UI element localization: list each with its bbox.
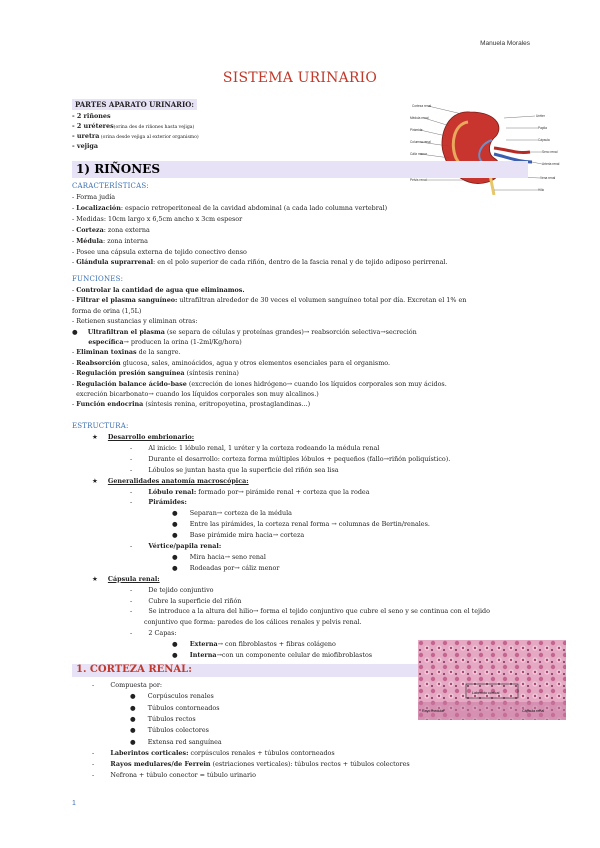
- line-text: (orina des de riñones hasta vejiga): [113, 125, 195, 130]
- line-bold: Desarrollo embrionario:: [107, 433, 195, 441]
- estructura-item: [172, 520, 430, 528]
- histology-label: Cápsula renal: [522, 709, 545, 713]
- line-prefix: excreción bicarbonato→ cuando los líquidos corporales son muy alcalinos.): [72, 390, 319, 398]
- line-text: Cubre la superficie del riñón: [148, 596, 242, 605]
- line-prefix: - Forma judía: [72, 193, 116, 201]
- estructura-item: [92, 433, 194, 441]
- section1-heading: 1) RIÑONES: [76, 162, 160, 176]
- line-text: Corpúsculos renales: [147, 692, 214, 701]
- line-text: formado por→ pirámide renal + corteza que la rodea: [196, 487, 370, 496]
- partes-heading: PARTES APARATO URINARIO:: [72, 99, 197, 110]
- line-text: (síntesis renina, eritropoyetina, prostaglandinas...): [143, 400, 311, 409]
- line-prefix: -: [130, 585, 149, 594]
- line-text: (excreción de iones hidrógeno→ cuando los líquidos corporales son muy ácidos.: [186, 379, 447, 388]
- line-text: → con fibroblastos + fibras colágeno: [217, 640, 336, 649]
- caracteristica-item: [72, 226, 150, 234]
- corteza-item: [130, 715, 196, 723]
- line-prefix: -: [72, 225, 77, 234]
- funcion-item: [72, 317, 198, 325]
- partes-item: [72, 142, 98, 150]
- estructura-item: [130, 542, 221, 550]
- line-bold: Corteza: [76, 225, 104, 234]
- estructura-heading: ESTRUCTURA:: [72, 422, 129, 430]
- line-prefix: -: [72, 400, 77, 409]
- line-text: ultrafiltran alrededor de 30 veces el volumen sanguíneo total por día. Excretan el 1% en: [177, 296, 467, 305]
- line-bold: Rayos medulares/de Ferrein: [110, 760, 211, 769]
- line-bold: Eliminan toxinas: [76, 348, 137, 357]
- kidney-label: Papila: [538, 126, 547, 130]
- funcion-item: [72, 348, 181, 356]
- funciones-heading: FUNCIONES:: [72, 275, 124, 283]
- line-prefix: ★: [92, 574, 108, 583]
- line-bold: Controlar la cantidad de agua que eliminamos.: [76, 286, 245, 294]
- line-text: De tejido conjuntivo: [148, 585, 214, 594]
- corteza-item: [92, 749, 335, 757]
- line-text: Nefrona + túbulo conector = túbulo urinario: [110, 771, 256, 780]
- line-text: : espacio retroperitoneal de la cavidad abdominal (a cada lado columna vertebral): [120, 203, 388, 212]
- line-text: Extensa red sanguínea: [147, 737, 222, 746]
- line-prefix: - Retienen sustancias y eliminan otras:: [72, 317, 198, 326]
- line-prefix: ●: [172, 651, 190, 659]
- estructura-item: [172, 564, 279, 572]
- estructura-item: [172, 553, 266, 561]
- section2-heading: 1. CORTEZA RENAL:: [76, 664, 192, 675]
- estructura-item: [130, 466, 339, 474]
- partes-item: [72, 112, 111, 120]
- line-bold: Localización: [76, 203, 121, 212]
- line-prefix: ●: [130, 692, 148, 701]
- line-text: Entre las pirámides, la corteza renal forma → columnas de Bertin/renales.: [189, 520, 430, 529]
- line-bold: Vértice/papila renal:: [148, 542, 222, 550]
- line-prefix: - Posee una cápsula externa de tejido conectivo denso: [72, 247, 247, 256]
- estructura-item: [130, 444, 379, 452]
- line-prefix: -: [130, 443, 149, 452]
- line-prefix: ●: [172, 640, 190, 649]
- line-text: Mira hacia→ seno renal: [189, 552, 266, 561]
- line-bold: Filtrar el plasma sanguíneo:: [76, 296, 178, 305]
- line-prefix: ●: [130, 714, 148, 723]
- line-prefix: -: [130, 607, 149, 616]
- line-text: (se separa de células y proteínas grandes)→ reabsorción selectiva→secreción: [164, 327, 417, 336]
- line-text: (estriaciones verticales): túbulos rectos + túbulos colectores: [210, 760, 410, 769]
- line-prefix: ★: [92, 433, 108, 441]
- line-text: Túbulos contorneados: [147, 703, 220, 712]
- author-name: Manuela Morales: [480, 40, 530, 47]
- corteza-item: [92, 681, 162, 689]
- estructura-item: [92, 477, 249, 485]
- estructura-item: [92, 575, 160, 583]
- line-bold: - vejiga: [72, 142, 99, 150]
- line-text: Lóbulos se juntan hasta que la superficie del riñón sea lisa: [148, 465, 339, 474]
- line-prefix: ●: [172, 563, 190, 572]
- line-bold: - uretra: [72, 132, 100, 140]
- estructura-item: [172, 531, 304, 539]
- line-bold: Cápsula renal:: [107, 574, 160, 583]
- line-text: Compuesta por:: [110, 681, 163, 689]
- line-text: Túbulos colectores: [147, 726, 209, 735]
- line-bold: Generalidades anatomía macroscópica:: [107, 476, 249, 485]
- line-prefix: -: [130, 465, 149, 474]
- line-bold: Médula: [76, 236, 104, 245]
- line-text: → producen la orina (1-2ml/Kg/hora): [123, 338, 242, 346]
- partes-item: [72, 122, 194, 130]
- line-prefix: -: [92, 760, 111, 769]
- line-prefix: -: [72, 296, 77, 305]
- line-prefix: -: [130, 487, 149, 496]
- corteza-item: [130, 692, 214, 700]
- line-prefix: -: [72, 348, 77, 357]
- line-prefix: ●: [72, 327, 88, 336]
- line-prefix: -: [130, 498, 149, 507]
- kidney-label: Corteza renal: [412, 104, 432, 108]
- caracteristica-item: [72, 204, 387, 212]
- kidney-label: Arteria renal: [542, 162, 560, 166]
- line-prefix: [72, 338, 88, 346]
- caracteristicas-heading: CARACTERÍSTICAS:: [72, 182, 149, 190]
- kidney-label: Pirámide: [410, 128, 423, 132]
- line-prefix: ●: [172, 552, 190, 561]
- estructura-item: [130, 607, 490, 615]
- line-prefix: -: [130, 454, 149, 463]
- line-prefix: -: [130, 629, 149, 638]
- kidney-label: Hilio: [538, 188, 545, 192]
- estructura-item: [172, 509, 292, 517]
- estructura-item: [172, 640, 336, 648]
- estructura-item: [144, 618, 362, 626]
- line-text: Al inicio: 1 lóbulo renal, 1 uréter y la corteza rodeando la médula renal: [148, 443, 380, 452]
- estructura-item: [130, 629, 177, 637]
- estructura-item: [130, 586, 214, 594]
- line-prefix: -: [72, 236, 77, 245]
- line-bold: Función endocrina: [76, 400, 144, 409]
- line-text: : zona interna: [103, 236, 148, 245]
- line-bold: específica: [88, 338, 124, 346]
- corteza-item: [92, 760, 410, 768]
- line-text: Durante el desarrollo: corteza forma múltiples lóbulos + pequeños (fallo→riñón poliquístico).: [148, 454, 451, 463]
- funcion-item: [72, 296, 466, 304]
- line-prefix: -: [92, 748, 111, 757]
- funcion-item: [72, 400, 310, 408]
- line-text: : en el polo superior de cada riñón, dentro de la fascia renal y de tejido adiposo perirrenal.: [153, 258, 448, 267]
- line-bold: Interna: [189, 651, 217, 659]
- line-text: →con un componente celular de miofibroblastos: [216, 651, 373, 659]
- funcion-item: [72, 307, 141, 315]
- estructura-item: [130, 597, 241, 605]
- line-bold: Pirámides:: [148, 498, 187, 507]
- line-text: Se introduce a la altura del hilio→ forma el tejido conjuntivo que cubre el seno y se continua con el tejido: [148, 607, 490, 616]
- line-text: Separan→ corteza de la médula: [189, 509, 292, 518]
- kidney-label: Uréter: [536, 114, 545, 118]
- page-number: 1: [72, 800, 76, 807]
- caracteristica-item: [72, 237, 148, 245]
- partes-item: [72, 132, 199, 140]
- line-prefix: - Medidas: 10cm largo x 6,5cm ancho x 3cm espesor: [72, 214, 243, 223]
- line-bold: Laberintos corticales:: [110, 748, 189, 757]
- histology-label: Rayo medular: [422, 709, 445, 713]
- kidney-label: Cápsula: [538, 138, 550, 142]
- kidney-label: Pelvis renal: [410, 178, 427, 182]
- corteza-item: [130, 726, 209, 734]
- line-bold: Glándula suprarrenal: [76, 258, 154, 267]
- line-text: Base pirámide mira hacia→ corteza: [189, 531, 305, 540]
- line-prefix: forma de orina (1,5L): [72, 306, 142, 315]
- histology-image: [418, 640, 566, 720]
- line-prefix: -: [72, 379, 77, 388]
- line-text: (síntesis renina): [184, 369, 239, 378]
- kidney-label: Médula renal: [410, 116, 429, 120]
- kidney-diagram: [410, 100, 560, 195]
- caracteristica-item: [72, 258, 447, 266]
- line-bold: Lóbulo renal:: [148, 487, 197, 496]
- document-title: SISTEMA URINARIO: [222, 70, 378, 86]
- line-text: de la sangre.: [136, 348, 181, 357]
- line-prefix: -: [72, 258, 77, 267]
- line-bold: Regulación balance ácido-base: [76, 379, 187, 388]
- corteza-item: [92, 771, 256, 779]
- corteza-item: [130, 738, 222, 746]
- caracteristica-item: [72, 193, 115, 201]
- line-prefix: -: [92, 771, 111, 780]
- estructura-item: [130, 498, 187, 506]
- kidney-label: Vena renal: [540, 176, 556, 180]
- line-prefix: ●: [130, 703, 148, 712]
- estructura-item: [130, 488, 370, 496]
- line-bold: - 2 uréteres: [72, 122, 114, 130]
- line-prefix: ●: [172, 520, 190, 529]
- line-prefix: ●: [130, 737, 148, 746]
- funcion-item: [72, 338, 242, 346]
- line-bold: Regulación presión sanguínea: [76, 369, 185, 378]
- line-bold: - 2 riñones: [72, 112, 111, 120]
- line-prefix: ●: [172, 531, 190, 540]
- funcion-item: [72, 380, 447, 388]
- line-text: corpúsculos renales + túbulos contorneados: [188, 748, 335, 757]
- line-prefix: ★: [92, 476, 108, 485]
- line-bold: Ultrafiltran el plasma: [87, 327, 165, 336]
- caracteristica-item: [72, 248, 247, 256]
- estructura-item: [130, 455, 450, 463]
- line-text: : zona externa: [103, 225, 150, 234]
- line-prefix: -: [72, 369, 77, 378]
- funcion-item: [72, 390, 319, 398]
- line-prefix: -: [130, 596, 149, 605]
- line-prefix: -: [130, 542, 149, 550]
- kidney-label: Columna renal: [410, 140, 431, 144]
- line-bold: Reabsorción: [76, 358, 121, 367]
- line-text: Rodeadas por→ cáliz menor: [189, 563, 280, 572]
- line-bold: Externa: [189, 640, 218, 649]
- line-prefix: -: [72, 203, 77, 212]
- line-prefix: ●: [172, 509, 190, 518]
- line-prefix: -: [72, 358, 77, 367]
- line-text: conjuntivo que forma: paredes de los cálices renales y pelvis renal.: [144, 618, 362, 627]
- funcion-item: [72, 286, 245, 294]
- caracteristica-item: [72, 215, 242, 223]
- line-prefix: ●: [130, 726, 148, 735]
- kidney-label: Seno renal: [542, 150, 558, 154]
- funcion-item: [72, 328, 417, 336]
- line-text: Túbulos rectos: [147, 714, 196, 723]
- histology-label: Laberinto cortical: [472, 691, 500, 695]
- line-prefix: -: [92, 681, 111, 689]
- corteza-item: [130, 704, 220, 712]
- kidney-label: Cáliz menor: [410, 152, 428, 156]
- line-text: glucosa, sales, aminoácidos, agua y otros elementos esenciales para el organismo.: [120, 358, 391, 367]
- line-text: (orina desde vejiga al exterior organismo): [99, 135, 199, 140]
- estructura-item: [172, 651, 372, 659]
- line-text: 2 Capas:: [148, 629, 177, 638]
- line-prefix: -: [72, 286, 77, 294]
- funcion-item: [72, 369, 239, 377]
- funcion-item: [72, 359, 390, 367]
